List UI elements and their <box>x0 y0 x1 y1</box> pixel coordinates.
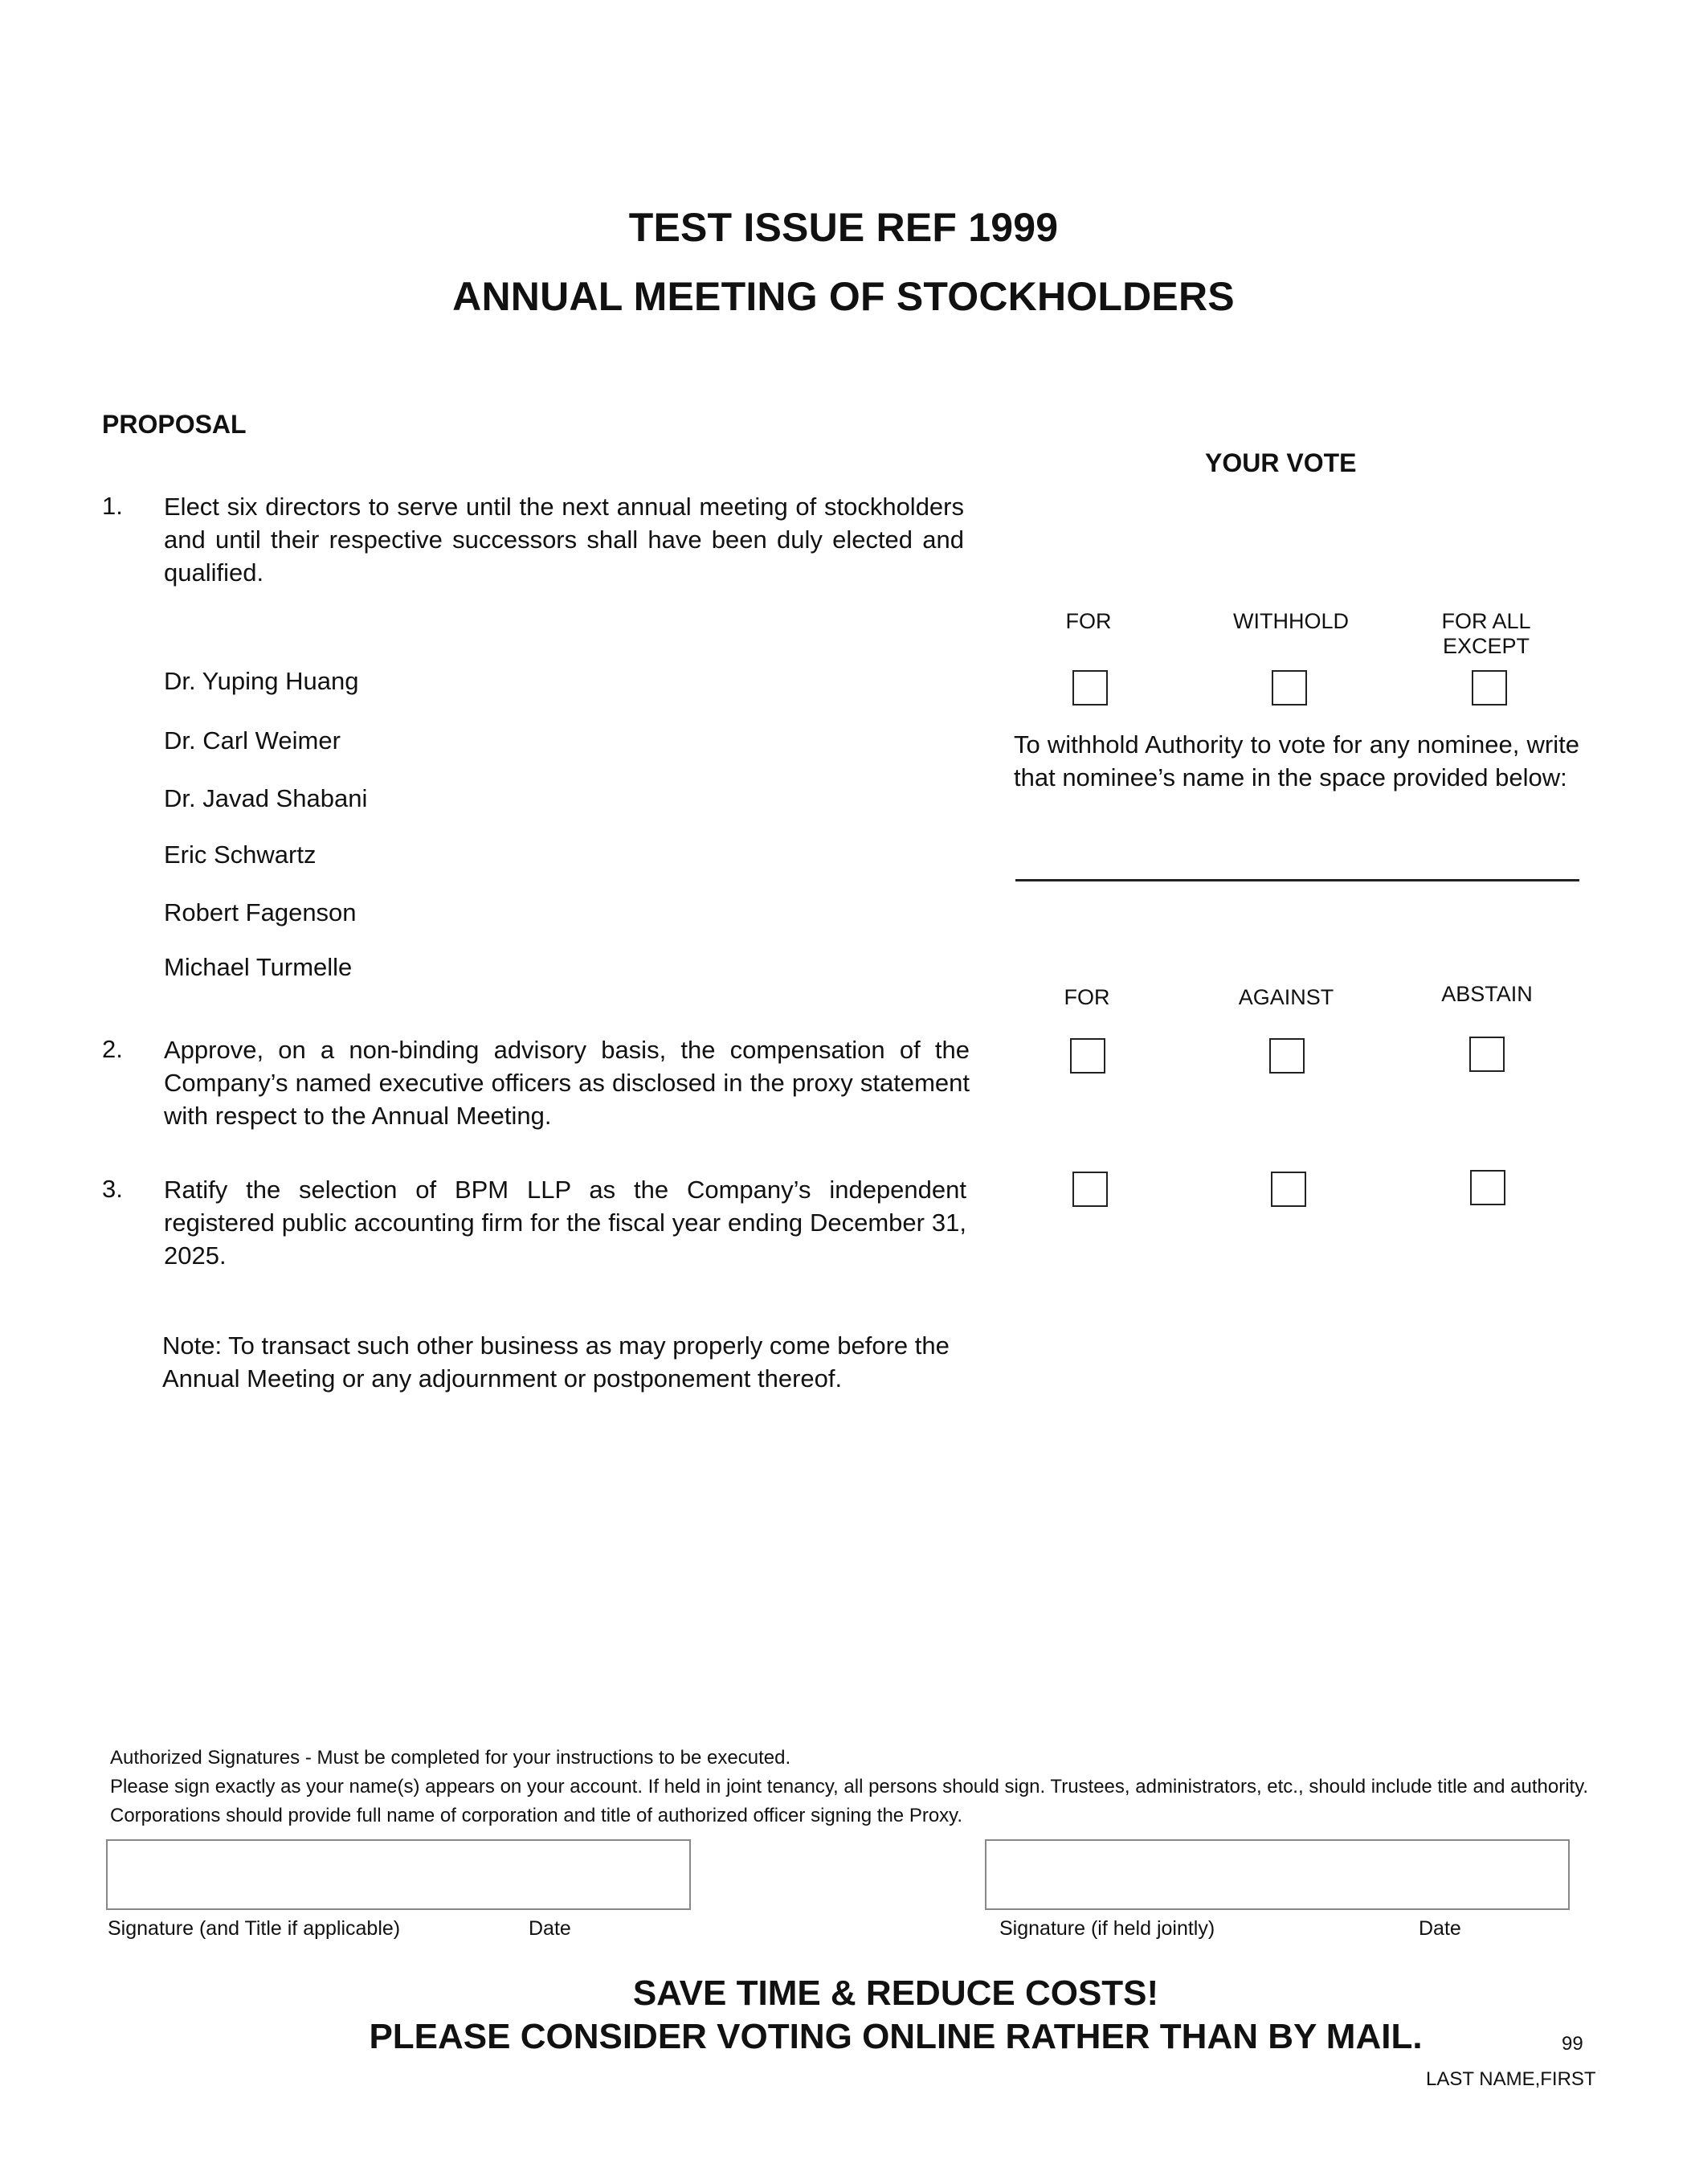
p2-against-checkbox[interactable] <box>1269 1038 1305 1074</box>
nominee-name: Dr. Yuping Huang <box>164 667 359 695</box>
form-title-line2: ANNUAL MEETING OF STOCKHOLDERS <box>452 274 1235 319</box>
nominee-name: Dr. Carl Weimer <box>164 726 341 755</box>
withhold-nominee-input[interactable] <box>1015 861 1579 881</box>
proposal-1-text: Elect six directors to serve until the next annual meeting of stockholders and until their respective successors shall have been duly elected and qualified. <box>164 493 964 587</box>
nominee-name: Michael Turmelle <box>164 953 353 981</box>
nominee-name: Eric Schwartz <box>164 840 317 869</box>
proposal-3-number: 3. <box>102 1175 123 1203</box>
p1-column-for: FOR <box>1065 609 1112 633</box>
your-vote-heading: YOUR VOTE <box>1205 448 1357 477</box>
p2-for-checkbox[interactable] <box>1070 1038 1105 1074</box>
p1-for-all-except-checkbox[interactable] <box>1472 670 1507 706</box>
proposal-2-text: Approve, on a non-binding advisory basis, the compensation of the Company’s named executive officers as disclosed in the proxy statement with respect to the Annual Meeting. <box>164 1036 970 1130</box>
signature-joint-date-label: Date <box>1419 1917 1461 1940</box>
p2-abstain-checkbox[interactable] <box>1469 1037 1505 1072</box>
nominee-name: Dr. Javad Shabani <box>164 784 368 812</box>
withhold-instruction: To withhold Authority to vote for any nominee, write that nominee’s name in the space provided below: <box>1014 730 1579 791</box>
p23-column-abstain: ABSTAIN <box>1441 982 1533 1006</box>
proposal-2-number: 2. <box>102 1035 123 1063</box>
signature-box-joint[interactable] <box>985 1839 1570 1910</box>
p1-for-checkbox[interactable] <box>1072 670 1108 706</box>
nominee-name: Robert Fagenson <box>164 898 357 926</box>
p23-column-against: AGAINST <box>1238 985 1334 1009</box>
footer-headline: SAVE TIME & REDUCE COSTS! <box>632 1973 1159 2013</box>
proposal-3-text: Ratify the selection of BPM LLP as the Company’s independent registered public accounting firm for the fiscal year ending December 31, 2025. <box>164 1176 966 1270</box>
p3-against-checkbox[interactable] <box>1271 1172 1306 1207</box>
signature-primary-label: Signature (and Title if applicable) <box>108 1917 401 1940</box>
addressee-name: LAST NAME,FIRST <box>1426 2068 1596 2090</box>
p3-for-checkbox[interactable] <box>1072 1172 1108 1207</box>
p1-withhold-checkbox[interactable] <box>1272 670 1307 706</box>
signature-instructions: Please sign exactly as your name(s) appears on your account. If held in joint tenancy, all persons should sign. Trustees, administrators, etc., should include title and authority. Corporations should provide full name of corporation and title of authorized officer signing the Proxy. <box>110 1776 1589 1826</box>
footer-subline: PLEASE CONSIDER VOTING ONLINE RATHER THAN BY MAIL. <box>369 2017 1423 2056</box>
page-number: 99 <box>1562 2033 1583 2055</box>
p23-column-for: FOR <box>1064 985 1110 1009</box>
signature-joint-label: Signature (if held jointly) <box>999 1917 1215 1940</box>
form-title-line1: TEST ISSUE REF 1999 <box>628 205 1059 250</box>
signature-primary-date-label: Date <box>529 1917 571 1940</box>
authorized-signatures-heading: Authorized Signatures - Must be completed for your instructions to be executed. <box>110 1747 791 1769</box>
proposal-heading: PROPOSAL <box>102 410 247 439</box>
p1-column-withhold: WITHHOLD <box>1233 609 1349 633</box>
proposal-1-number: 1. <box>102 492 123 520</box>
signature-box-primary[interactable] <box>106 1839 691 1910</box>
p3-abstain-checkbox[interactable] <box>1470 1170 1505 1205</box>
other-business-note: Note: To transact such other business as may properly come before the Annual Meeting or any adjournment or postponement thereof. <box>162 1331 950 1393</box>
p1-column-for-all-except: FOR ALL EXCEPT <box>1441 609 1531 658</box>
